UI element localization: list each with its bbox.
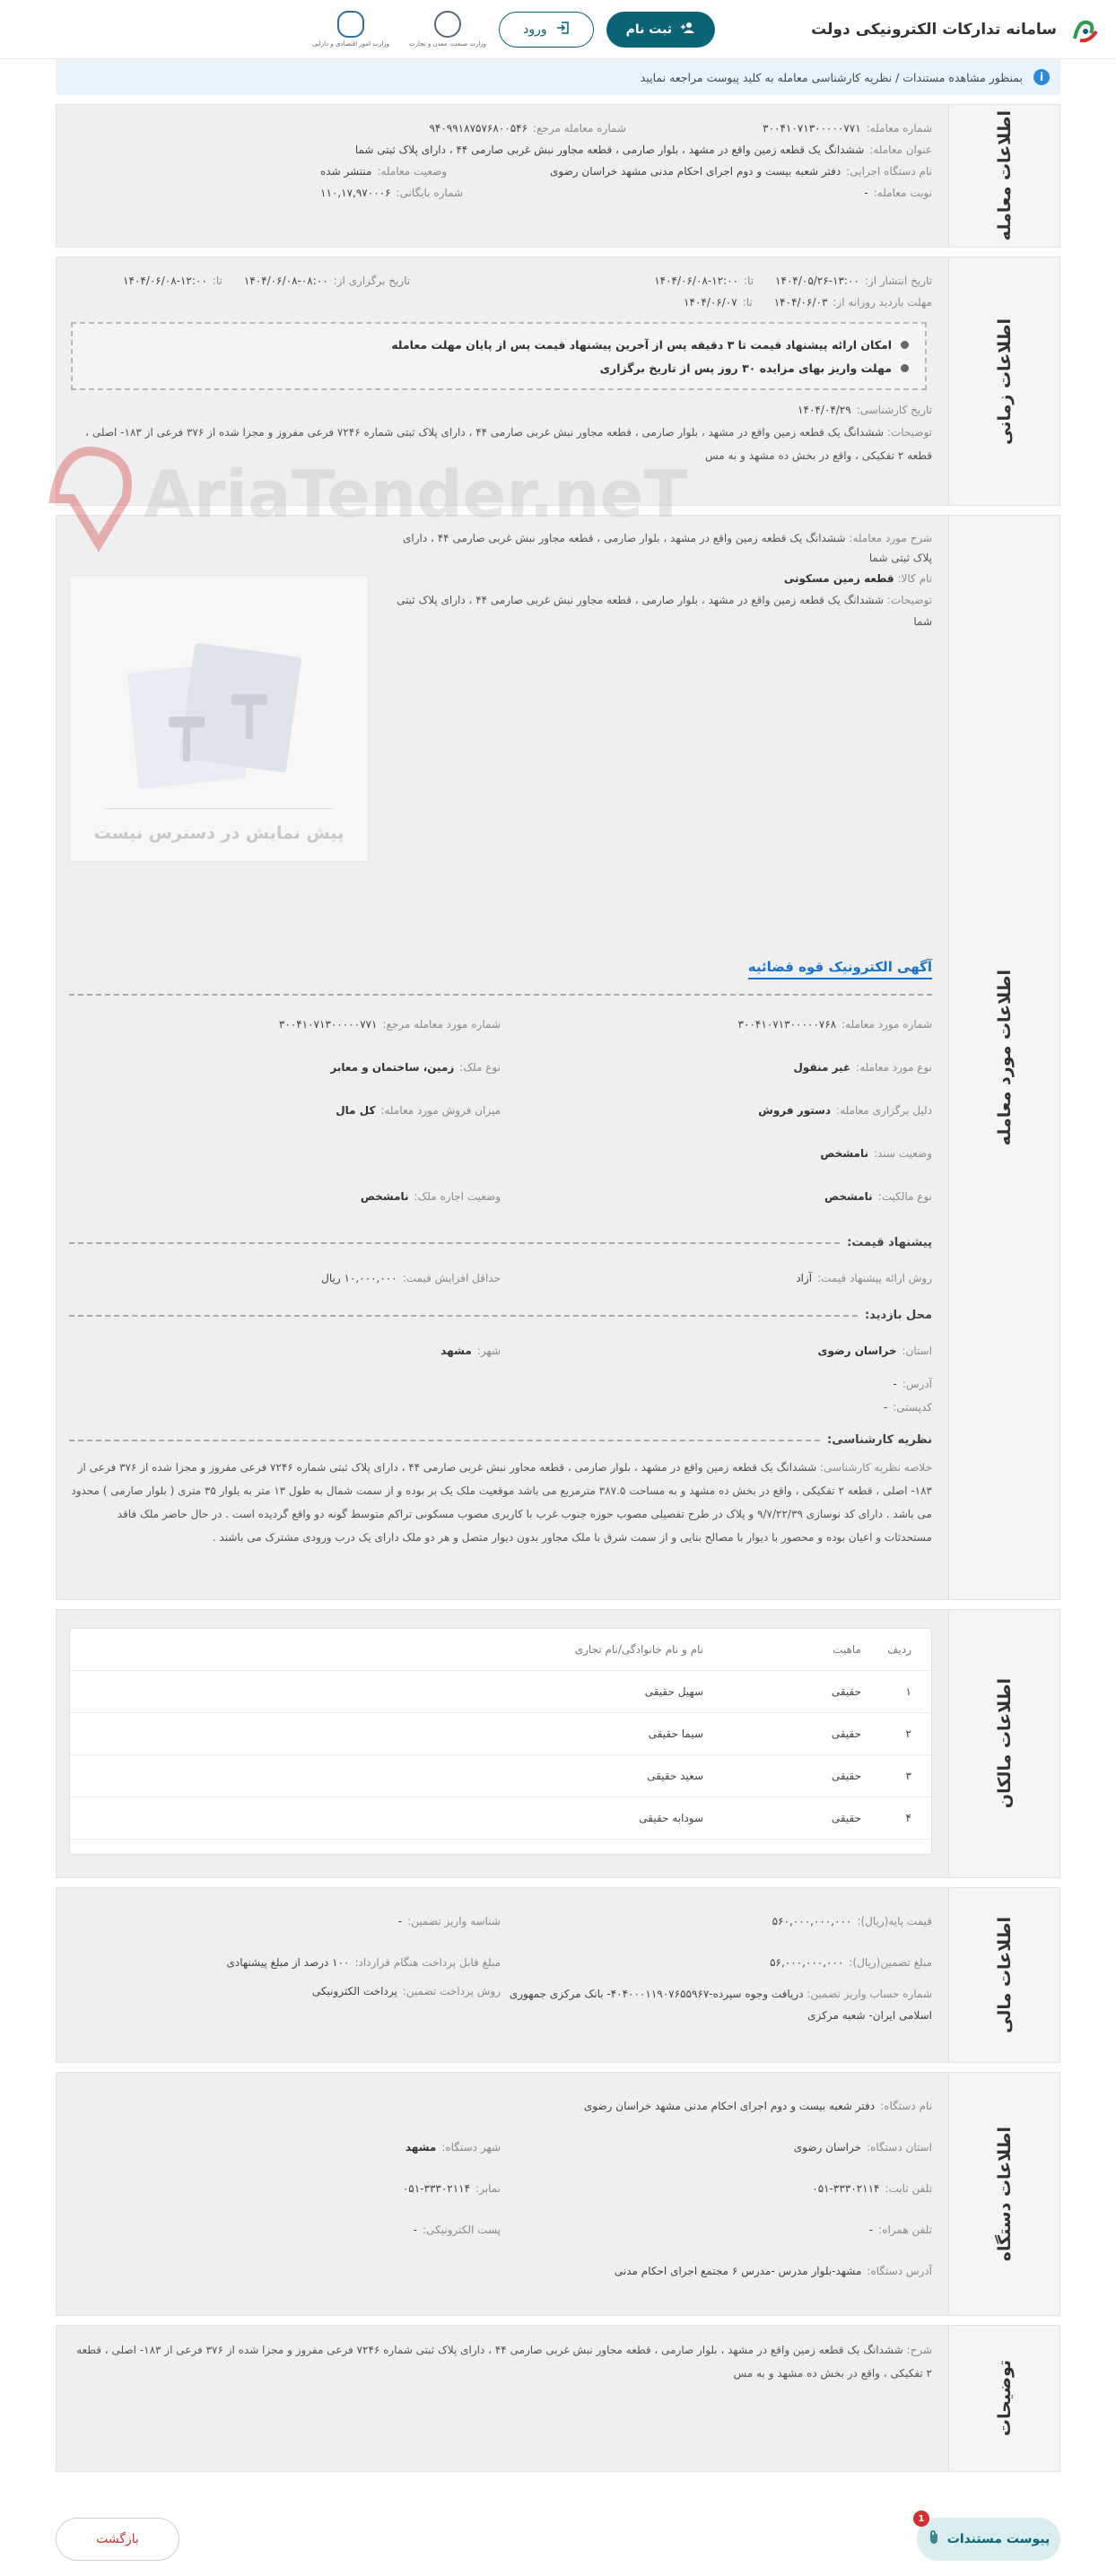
table-row: ۲ حقیقی سیما حقیقی xyxy=(70,1713,931,1755)
preview-divider xyxy=(104,808,334,809)
owners-table xyxy=(69,1628,932,1855)
attachments-button[interactable] xyxy=(917,2513,1060,2561)
section-item-info: اطلاعات مورد معامله شرح مورد معامله: ششدانگ یک قطعه زمین واقع در مشهد ، بلوار صارمی ، قطعه مجاور نبش غربی صارمی ۴۴ ، دارای پلاک ثبتی شما نام کالا: قطعه زمین مسکونی توضیحات: ششدانگ یک قطعه زمین واقع در مشهد ، بلوار صارمی ، قطعه مجاور نبش غربی صارمی ۴۴ ، دارای پلاک ثبتی شما پیش نمایش در دسترس نیست آگهی الکترونیک قوه قضائیه شماره مورد معامله: ۳۰۰۴۱۰۷۱۳۰۰۰۰۰۷۶۸ شماره مورد معامله مرجع: ۳۰۰۴۱۰۷۱۳۰۰۰۰۰۷۷۱ نوع مورد معامله: غیر منقول نوع ملک: زمین، ساختمان و معابر دلیل برگزاری معامله: دستور فروش میزان فروش مورد معامله: کل مال وضعیت سند: نامشخص نوع مالکیت: نامشخص وضعیت اجاره ملک: نامشخص پیشنهاد قیمت: روش ارائه پیشنهاد قیمت: آزاد حداقل افزایش قیمت: ۱۰,۰۰۰,۰۰۰ ریال محل بازدید: استان: خراسان رضوی شهر: مشهد آدرس: - کدپستی: - نظریه کارشناسی: خلاصه نظریه کارشناسی: ششدانگ یک قطعه زمین واقع در مشهد ، بلوار صارمی ، قطعه مجاور نبش غربی صارمی ۴۴ ، دارای پلاک ثبتی شماره ۷۲۴۶ فرعی مفروز و مجزا شده از ۳۷۶ فرعی از ۱۸۳- اصلی ، قطعه ۲ تفکیکی ، واقع در بخش ده مشهد و به مساحت ۳۸۷.۵ مترمربع می باشد موقعیت ملک یک بر بوده و از سمت شمال به طول ۱۳ متر به بلوار ۳۵ متری ( بلوار صارمی ) محدود می باشد . دارای کد نوسازی ۹/۷/۲۲/۳۹ و پلاک در طرح تفصیلی مصوب حوزه جنوب غرب با کاربری مصوب مسکونی تراکم متوسط گونه دو واقع گردیده است . در حال حاضر ملک فاقد مستحدثات و اعیان بوده و محصور با دیوار با مصالح بنایی و از سمت شرق با ملک مجاور بدون دیوار متصل و هر دو ملک دارای یک درب ورودی مشترک می باشند . xyxy=(56,515,1060,1600)
bullet-icon xyxy=(901,341,909,349)
section-org-info: اطلاعات دستگاه نام دستگاه: دفتر شعبه بیست و دوم اجرای احکام مدنی مشهد خراسان رضوی استان دستگاه: خراسان رضوی شهر دستگاه: مشهد تلفن ثابت: ۰۵۱-۳۳۳۰۲۱۱۴ نمابر: ۰۵۱-۳۳۳۰۲۱۱۴ تلفن همراه: - پست الکترونیکی: - آدرس دستگاه: مشهد-بلوار مدرس -مدرس ۶ مجتمع اجرای احکام مدنی xyxy=(56,2072,1060,2316)
offer-heading: پیشنهاد قیمت: xyxy=(847,1236,932,1249)
section-deal-info: اطلاعات معامله شماره معامله: ۳۰۰۴۱۰۷۱۳۰۰۰۰۰۷۷۱ شماره معامله مرجع: ۹۴۰۹۹۱۸۷۵۷۶۸۰۰۵۴۶ عنوان معامله: ششدانگ یک قطعه زمین واقع در مشهد ، بلوار صارمی ، قطعه مجاور نبش غربی صارمی ۴۴ ، دارای پلاک ثبتی شما نام دستگاه اجرایی: دفتر شعبه بیست و دوم اجرای احکام مدنی مشهد خراسان رضوی وضعیت معامله: منتشر شده نوبت معامله: - شماره بایگانی: ۱۱۰,۱۷,۹۷۰۰۰۶ xyxy=(56,104,1060,248)
section-title-item: اطلاعات مورد معامله xyxy=(948,516,1059,1599)
final-description: ششدانگ یک قطعه زمین واقع در مشهد ، بلوار صارمی ، قطعه مجاور نبش غربی صارمی ۴۴ ، دارای پلاک ثبتی شماره ۷۲۴۶ فرعی مفروز و مجزا شده از ۳۷۶ فرعی از ۱۸۳- اصلی ، قطعه ۲ تفکیکی ، واقع در بخش ده مشهد و به مس xyxy=(76,2344,932,2380)
org-email: - xyxy=(413,2224,418,2236)
visit-zip: - xyxy=(883,1401,888,1414)
deal-status: منتشر شده xyxy=(320,165,372,178)
org-phone: ۰۵۱-۳۳۳۰۲۱۱۴ xyxy=(812,2182,880,2195)
publish-from: ۱۴۰۴/۰۵/۲۶-۱۳:۰۰ xyxy=(775,274,859,287)
visit-heading: محل بازدید: xyxy=(864,1309,932,1322)
deal-turn: - xyxy=(864,187,868,199)
top-bar xyxy=(0,0,1116,59)
brand[interactable] xyxy=(811,12,1103,48)
visit-address: - xyxy=(893,1378,897,1390)
back-button[interactable] xyxy=(56,2518,179,2561)
section-title-deal: اطلاعات معامله xyxy=(948,105,1059,247)
org-info-name: دفتر شعبه بیست و دوم اجرای احکام مدنی مشهد خراسان رضوی xyxy=(583,2100,876,2112)
section-time-info: اطلاعات زمانی تاریخ انتشار از: ۱۴۰۴/۰۵/۲۶-۱۳:۰۰ تا: ۱۴۰۴/۰۶/۰۸-۱۲:۰۰ تاریخ برگزاری از: ۱۴۰۴/۰۶/۰۸-۰۸:۰۰ تا: ۱۴۰۴/۰۶/۰۸-۱۲:۰۰ مهلت بازدید روزانه از: ۱۴۰۴/۰۶/۰۳ تا: ۱۴۰۴/۰۶/۰۷ امکان ارائه پیشنهاد قیمت تا ۳ دقیقه پس از آخرین پیشنهاد قیمت پس از پایان مهلت معامله مهلت واریز بهای مزایده ۳۰ روز پس از تاریخ برگزاری تاریخ کارشناسی: ۱۴۰۴/۰۴/۲۹ توضیحات: ششدانگ یک قطعه زمین واقع در مشهد ، بلوار صارمی ، قطعه مجاور نبش غربی صارمی ۴۴ ، دارای پلاک ثبتی شماره ۷۲۴۶ فرعی مفروز و مجزا شده از ۳۷۶ فرعی از ۱۸۳- اصلی ، قطعه ۲ تفکیکی ، واقع در بخش ده مشهد و به مس xyxy=(56,257,1060,506)
paperclip-icon xyxy=(928,2530,940,2548)
expert-date: ۱۴۰۴/۰۴/۲۹ xyxy=(798,404,851,416)
svg-text:AriaTender.neT: AriaTender.neT xyxy=(144,457,688,532)
rule-extra-time: امکان ارائه پیشنهاد قیمت تا ۳ دقیقه پس از آخرین پیشنهاد قیمت پس از پایان مهلت معامله xyxy=(391,337,892,352)
login-icon xyxy=(556,22,570,38)
notice-text: بمنظور مشاهده مستندات / نظریه کارشناسی معامله به کلید پیوست مراجعه نمایید xyxy=(640,70,1023,84)
item-note: ششدانگ یک قطعه زمین واقع در مشهد ، بلوار صارمی ، قطعه مجاور نبش غربی صارمی ۴۴ ، دارای پلاک ثبتی شما xyxy=(397,594,932,628)
preview-caption: پیش نمایش در دسترس نیست xyxy=(93,823,344,843)
judiciary-ad-link[interactable]: آگهی الکترونیک قوه قضائیه xyxy=(69,959,932,979)
ministry-industry-logo: وزارت صنعت، معدن و تجارت xyxy=(409,11,486,48)
ministry-economy-logo: وزارت امور اقتصادی و دارایی xyxy=(312,11,389,48)
goods-name: قطعه زمین مسکونی xyxy=(783,572,894,585)
min-increase: ۱۰,۰۰۰,۰۰۰ ریال xyxy=(321,1272,397,1284)
attachment-notice xyxy=(56,59,1060,95)
offer-method: آزاد xyxy=(796,1272,813,1284)
ref-item-number: ۳۰۰۴۱۰۷۱۳۰۰۰۰۰۷۷۱ xyxy=(278,1018,378,1031)
add-user-icon xyxy=(681,22,695,38)
section-title-org: اطلاعات دستگاه xyxy=(948,2073,1059,2315)
login-label: ورود xyxy=(523,22,547,37)
sale-reason: دستور فروش xyxy=(758,1104,832,1117)
section-title-desc: توضیحات xyxy=(948,2326,1059,2471)
visit-to: ۱۴۰۴/۰۶/۰۷ xyxy=(684,296,737,309)
section-title-owners: اطلاعات مالکان xyxy=(948,1610,1059,1877)
rent-status: نامشخص xyxy=(360,1190,409,1203)
org-fax: ۰۵۱-۳۳۳۰۲۱۱۴ xyxy=(402,2182,471,2195)
guarantee-method: پرداخت الکترونیکی xyxy=(311,1985,397,1997)
document-preview xyxy=(69,575,369,862)
table-row: ۳ حقیقی سعید حقیقی xyxy=(70,1755,931,1797)
register-label: ثبت نام xyxy=(625,22,673,37)
ownership-type: نامشخص xyxy=(824,1190,873,1203)
info-icon: i xyxy=(1033,69,1050,85)
section-owners xyxy=(56,1609,1060,1878)
publish-to: ۱۴۰۴/۰۶/۰۸-۱۲:۰۰ xyxy=(654,274,738,287)
app-title: سامانه تدارکات الکترونیکی دولت xyxy=(811,20,1057,39)
visit-from: ۱۴۰۴/۰۶/۰۳ xyxy=(773,296,828,309)
expert-summary: ششدانگ یک قطعه زمین واقع در مشهد ، بلوار صارمی ، قطعه مجاور نبش غربی صارمی ۴۴ ، دارای پلاک ثبتی شماره ۷۲۴۶ فرعی مفروز و مجزا شده از ۳۷۶ فرعی از ۱۸۳- اصلی ، قطعه ۲ تفکیکی ، واقع در بخش ده مشهد و به مساحت ۳۸۷.۵ مترمربع می باشد موقعیت ملک یک بر بوده و از سمت شمال به طول ۱۳ متر به بلوار ۳۵ متری ( بلوار صارمی ) محدود می باشد . دارای کد نوسازی ۹/۷/۲۲/۳۹ و پلاک در طرح تفصیلی مصوب حوزه جنوب غرب با کاربری مصوب مسکونی تراکم متوسط گونه دو واقع گردیده است . در حال حاضر ملک فاقد مستحدثات و اعیان بوده و محصور با دیوار با مصالح بنایی و از سمت شرق با ملک مجاور بدون دیوار متصل و هر دو ملک دارای یک درب ورودی مشترک می باشند . xyxy=(71,1461,932,1544)
org-name: دفتر شعبه بیست و دوم اجرای احکام مدنی مشهد خراسان رضوی xyxy=(550,165,841,178)
hold-to: ۱۴۰۴/۰۶/۰۸-۱۲:۰۰ xyxy=(123,274,207,287)
org-province: خراسان رضوی xyxy=(793,2141,862,2154)
emblem-icon xyxy=(434,11,461,38)
org-address: مشهد-بلوار مدرس -مدرس ۶ مجتمع اجرای احکام مدنی xyxy=(614,2265,862,2277)
hold-from: ۱۴۰۴/۰۶/۰۸-۰۸:۰۰ xyxy=(243,274,328,287)
payable-amount: ۱۰۰ درصد از مبلغ پیشنهادی xyxy=(226,1956,350,1969)
rules-box xyxy=(71,322,927,390)
time-description: ششدانگ یک قطعه زمین واقع در مشهد ، بلوار صارمی ، قطعه مجاور نبش غربی صارمی ۴۴ ، دارای پلاک ثبتی شماره ۷۲۴۶ فرعی مفروز و مجزا شده از ۳۷۶ فرعی از ۱۸۳- اصلی ، قطعه ۲ تفکیکی ، واقع در بخش ده مشهد و به مس xyxy=(85,426,932,462)
property-type: زمین، ساختمان و معابر xyxy=(330,1061,455,1074)
setad-logo-icon xyxy=(1068,12,1103,48)
section-description: توضیحات شرح: ششدانگ یک قطعه زمین واقع در مشهد ، بلوار صارمی ، قطعه مجاور نبش غربی صارمی ۴۴ ، دارای پلاک ثبتی شماره ۷۲۴۶ فرعی مفروز و مجزا شده از ۳۷۶ فرعی از ۱۸۳- اصلی ، قطعه ۲ تفکیکی ، واقع در بخش ده مشهد و به مس xyxy=(56,2325,1060,2472)
deposit-id: - xyxy=(397,1915,403,1928)
login-button[interactable] xyxy=(499,12,594,48)
table-row: ۱ حقیقی سهیل حقیقی xyxy=(70,1671,931,1713)
deal-subject: ششدانگ یک قطعه زمین واقع در مشهد ، بلوار صارمی ، قطعه مجاور نبش غربی صارمی ۴۴ ، دارای پلاک ثبتی شما xyxy=(354,144,865,156)
org-mobile: - xyxy=(868,2224,874,2236)
item-type: غیر منقول xyxy=(793,1061,851,1074)
emblem-icon xyxy=(337,11,364,38)
bullet-icon xyxy=(901,364,909,372)
table-header: ردیف ماهیت نام و نام خانوادگی/نام تجاری xyxy=(70,1629,931,1671)
org-city: مشهد xyxy=(405,2141,437,2154)
register-button[interactable] xyxy=(606,12,715,48)
guarantee-amount: ۵۶,۰۰۰,۰۰۰,۰۰۰ xyxy=(770,1956,844,1969)
visit-province: خراسان رضوی xyxy=(817,1345,897,1357)
table-row: ۴ حقیقی سودابه حقیقی xyxy=(70,1797,931,1840)
sale-share: کل مال xyxy=(336,1104,376,1117)
item-description: ششدانگ یک قطعه زمین واقع در مشهد ، بلوار صارمی ، قطعه مجاور نبش غربی صارمی ۴۴ ، دارای پلاک ثبتی شما xyxy=(403,532,932,564)
section-title-finance: اطلاعات مالی xyxy=(948,1888,1059,2062)
document-status: نامشخص xyxy=(820,1147,868,1160)
expert-heading: نظریه کارشناسی: xyxy=(827,1433,932,1447)
deposit-account: دریافت وجوه سپرده-۴۰۴۰۰۰۱۱۹۰۷۶۵۵۹۶۷- بانک مرکزی جمهوری اسلامی ایران- شعبه مرکزی xyxy=(509,1988,932,2022)
rule-payment-deadline: مهلت واریز بهای مزایده ۳۰ روز پس از تاریخ برگزاری xyxy=(599,361,892,375)
attach-label: پیوست مستندات xyxy=(946,2532,1051,2546)
item-number: ۳۰۰۴۱۰۷۱۳۰۰۰۰۰۷۶۸ xyxy=(737,1018,837,1031)
base-price: ۵۶۰,۰۰۰,۰۰۰,۰۰۰ xyxy=(772,1915,852,1928)
divider xyxy=(69,994,932,996)
visit-city: مشهد xyxy=(440,1345,472,1357)
section-finance: اطلاعات مالی قیمت پایه(ریال): ۵۶۰,۰۰۰,۰۰۰,۰۰۰ شناسه واریز تضمین: - مبلغ تضمین(ریال): ۵۶,۰۰۰,۰۰۰,۰۰۰ مبلغ قابل پرداخت هنگام قرارداد: ۱۰۰ درصد از مبلغ پیشنهادی شماره حساب واریز تضمین: دریافت وجوه سپرده-۴۰۴۰۰۰۱۱۹۰۷۶۵۵۹۶۷- بانک مرکزی جمهوری اسلامی ایران- شعبه مرکزی روش پرداخت تضمین: پرداخت الکترونیکی xyxy=(56,1887,1060,2063)
ref-deal-number: ۹۴۰۹۹۱۸۷۵۷۶۸۰۰۵۴۶ xyxy=(429,122,528,135)
archive-number: ۱۱۰,۱۷,۹۷۰۰۰۶ xyxy=(320,187,391,199)
section-title-time: اطلاعات زمانی xyxy=(948,257,1059,505)
back-label: بازگشت xyxy=(96,2532,139,2546)
table-footer xyxy=(70,1840,931,1854)
gavel-icon xyxy=(106,631,321,793)
footer-actions xyxy=(0,2502,1116,2576)
attachment-count-badge: 1 xyxy=(913,2511,929,2527)
deal-number: ۳۰۰۴۱۰۷۱۳۰۰۰۰۰۷۷۱ xyxy=(763,122,861,135)
